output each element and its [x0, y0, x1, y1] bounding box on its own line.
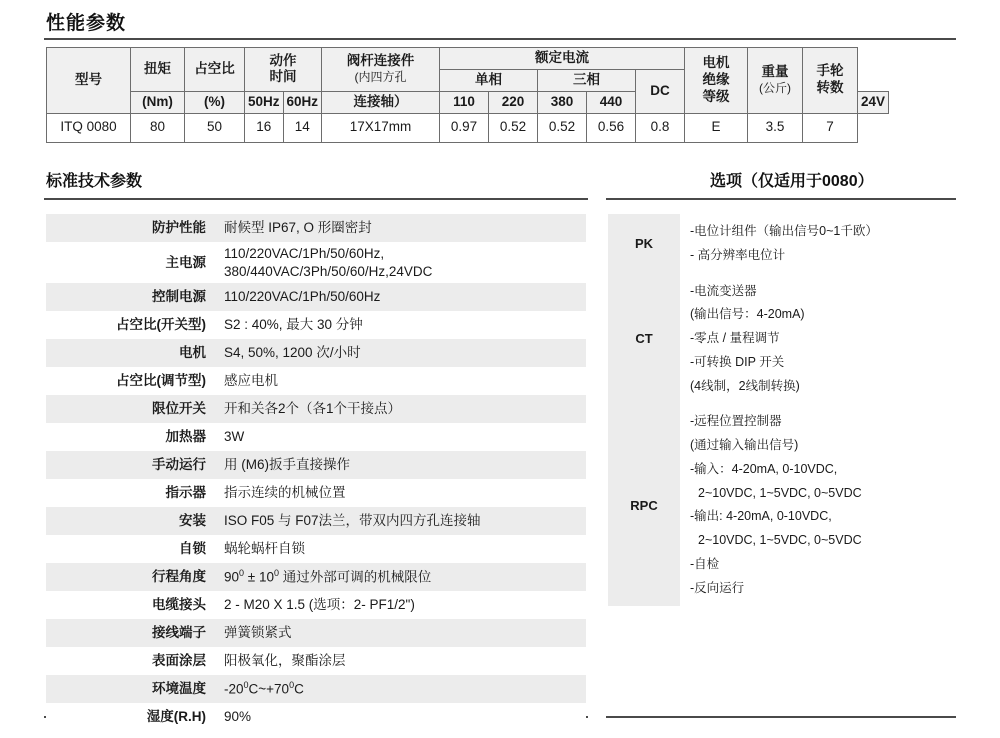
- spec-row: [46, 451, 586, 479]
- options-divider-bottom: [606, 716, 956, 718]
- col-current-24v: 24V: [858, 91, 889, 113]
- col-three-phase: 三相: [538, 69, 636, 91]
- col-handwheel-turns: 手轮 转数: [803, 48, 858, 114]
- spec-row: [46, 619, 586, 647]
- spec-value: 90%: [216, 703, 586, 731]
- option-line: -输入：4-20mA, 0-10VDC,: [690, 461, 838, 476]
- performance-divider: [44, 38, 956, 40]
- spec-key: 控制电源: [46, 283, 216, 311]
- col-model: 型号: [47, 48, 131, 114]
- spec-value: 开和关各2个（各1个干接点）: [216, 395, 586, 423]
- spec-row: [46, 703, 586, 731]
- cell-stem: 17X17mm: [322, 113, 440, 142]
- option-description: [680, 214, 956, 274]
- table-header-row-1: [47, 48, 889, 70]
- option-line: -自检: [690, 556, 720, 571]
- spec-key: 安装: [46, 507, 216, 535]
- spec-key: 手动运行: [46, 451, 216, 479]
- spec-value: S4, 50%, 1200 次/小时: [216, 339, 586, 367]
- options-table: [608, 214, 956, 606]
- spec-row: [46, 675, 586, 703]
- col-current-220: 220: [489, 91, 538, 113]
- option-line: -电位计组件（输出信号0~1千欧）: [690, 224, 878, 238]
- options-divider-top: [606, 198, 956, 200]
- spec-value: 弹簧锁紧式: [216, 619, 586, 647]
- spec-row: [46, 214, 586, 242]
- col-rated-current: 额定电流: [440, 48, 685, 70]
- spec-value: 3W: [216, 423, 586, 451]
- spec-key: 占空比(调节型): [46, 367, 216, 395]
- spec-row: [46, 423, 586, 451]
- col-freq-50: 50Hz: [245, 91, 284, 113]
- cell-current-220: 0.52: [489, 113, 538, 142]
- option-row: [608, 274, 956, 405]
- col-torque: 扭矩: [131, 48, 185, 92]
- cell-handwheel: 7: [803, 113, 858, 142]
- option-line: -远程位置控制器: [690, 414, 782, 429]
- spec-value: 指示连续的机械位置: [216, 479, 586, 507]
- option-line: (输出信号：4-20mA): [690, 307, 805, 322]
- spec-key: 接线端子: [46, 619, 216, 647]
- spec-value: 耐候型 IP67, O 形圈密封: [216, 214, 586, 242]
- spec-row: [46, 367, 586, 395]
- spec-key: 电机: [46, 339, 216, 367]
- col-dc: DC: [636, 69, 685, 113]
- col-current-380: 380: [538, 91, 587, 113]
- cell-time-60hz: 14: [283, 113, 322, 142]
- option-line: -输出: 4-20mA, 0-10VDC,: [690, 509, 832, 524]
- spec-key: 防护性能: [46, 214, 216, 242]
- spec-key: 主电源: [46, 242, 216, 283]
- spec-row: [46, 242, 586, 283]
- option-row: [608, 214, 956, 274]
- spec-key: 自锁: [46, 535, 216, 563]
- spec-value: 110/220VAC/1Ph/50/60Hz: [216, 283, 586, 311]
- spec-value: 110/220VAC/1Ph/50/60Hz, 380/440VAC/3Ph/50/60/Hz,24VDC: [216, 242, 586, 283]
- col-action-time: 动作 时间: [245, 48, 322, 92]
- cell-torque: 80: [131, 113, 185, 142]
- cell-model: ITQ 0080: [47, 113, 131, 142]
- spec-value: ISO F05 与 F07法兰，带双内四方孔连接轴: [216, 507, 586, 535]
- performance-table: [46, 47, 889, 143]
- col-duty-unit: (%): [185, 91, 245, 113]
- spec-key: 电缆接头: [46, 591, 216, 619]
- option-line: -电流变送器: [690, 283, 757, 298]
- option-code: PK: [608, 214, 680, 274]
- spec-value: $90^0 \pm 10^0$ 通过外部可调的机械限位: [216, 563, 586, 591]
- spec-value: 蜗轮蜗杆自锁: [216, 535, 586, 563]
- option-line: 2~10VDC, 1~5VDC, 0~5VDC: [698, 485, 862, 500]
- spec-row: [46, 339, 586, 367]
- spec-key: 行程角度: [46, 563, 216, 591]
- spec-value: 感应电机: [216, 367, 586, 395]
- col-current-110: 110: [440, 91, 489, 113]
- col-motor-insulation: 电机 绝缘 等级: [685, 48, 748, 114]
- spec-value: S2 : 40%, 最大 30 分钟: [216, 311, 586, 339]
- spec-value: $-20^0C\sim+70^0C$: [216, 675, 586, 703]
- option-description: [680, 404, 956, 606]
- option-line: - 高分辨率电位计: [690, 247, 786, 262]
- cell-current-380: 0.52: [538, 113, 587, 142]
- col-duty: 占空比: [185, 48, 245, 92]
- option-description: [680, 274, 956, 405]
- standard-divider-top: [44, 198, 588, 200]
- spec-key: 加热器: [46, 423, 216, 451]
- spec-row: [46, 283, 586, 311]
- spec-value: 2 - M20 X 1.5 (选项：2- PF1/2"): [216, 591, 586, 619]
- standard-params-title: 标准技术参数: [46, 173, 143, 190]
- performance-section-title: 性能参数: [46, 13, 127, 34]
- option-code: RPC: [608, 404, 680, 606]
- cell-current-440: 0.56: [587, 113, 636, 142]
- standard-spec-table: [46, 214, 586, 731]
- option-line: (通过输入输出信号): [690, 438, 799, 452]
- spec-key: 占空比(开关型): [46, 311, 216, 339]
- cell-current-110: 0.97: [440, 113, 489, 142]
- spec-row: [46, 311, 586, 339]
- spec-row: [46, 647, 586, 675]
- spec-row: [46, 591, 586, 619]
- col-weight: 重量 (公斤): [748, 48, 803, 114]
- cell-insulation: E: [685, 113, 748, 142]
- spec-key: 限位开关: [46, 395, 216, 423]
- option-line: (4线制，2线制转换): [690, 378, 800, 393]
- spec-key: 湿度(R.H): [46, 703, 216, 731]
- option-row: [608, 404, 956, 606]
- spec-key: 表面涂层: [46, 647, 216, 675]
- spec-key: 环境温度: [46, 675, 216, 703]
- col-stem-connector: 阀杆连接件 (内四方孔: [322, 48, 440, 92]
- col-current-440: 440: [587, 91, 636, 113]
- option-line: -可转换 DIP 开关: [690, 354, 785, 369]
- cell-time-50hz: 16: [245, 113, 284, 142]
- cell-current-24v: 0.8: [636, 113, 685, 142]
- option-line: -零点 / 量程调节: [690, 331, 780, 345]
- table-row: [47, 113, 889, 142]
- cell-weight: 3.5: [748, 113, 803, 142]
- options-title: 选项（仅适用于0080）: [710, 173, 874, 190]
- spec-row: [46, 395, 586, 423]
- col-freq-60: 60Hz: [283, 91, 322, 113]
- spec-row: [46, 507, 586, 535]
- spec-key: 指示器: [46, 479, 216, 507]
- cell-duty: 50: [185, 113, 245, 142]
- spec-row: [46, 563, 586, 591]
- spec-row: [46, 535, 586, 563]
- col-single-phase: 单相: [440, 69, 538, 91]
- spec-value: 用 (M6)扳手直接操作: [216, 451, 586, 479]
- option-line: 2~10VDC, 1~5VDC, 0~5VDC: [698, 533, 862, 547]
- spec-value: 阳极氧化，聚酯涂层: [216, 647, 586, 675]
- col-torque-unit: (Nm): [131, 91, 185, 113]
- option-line: -反向运行: [690, 580, 745, 595]
- col-stem-sub2: 连接轴）: [322, 91, 440, 113]
- option-code: CT: [608, 274, 680, 405]
- spec-row: [46, 479, 586, 507]
